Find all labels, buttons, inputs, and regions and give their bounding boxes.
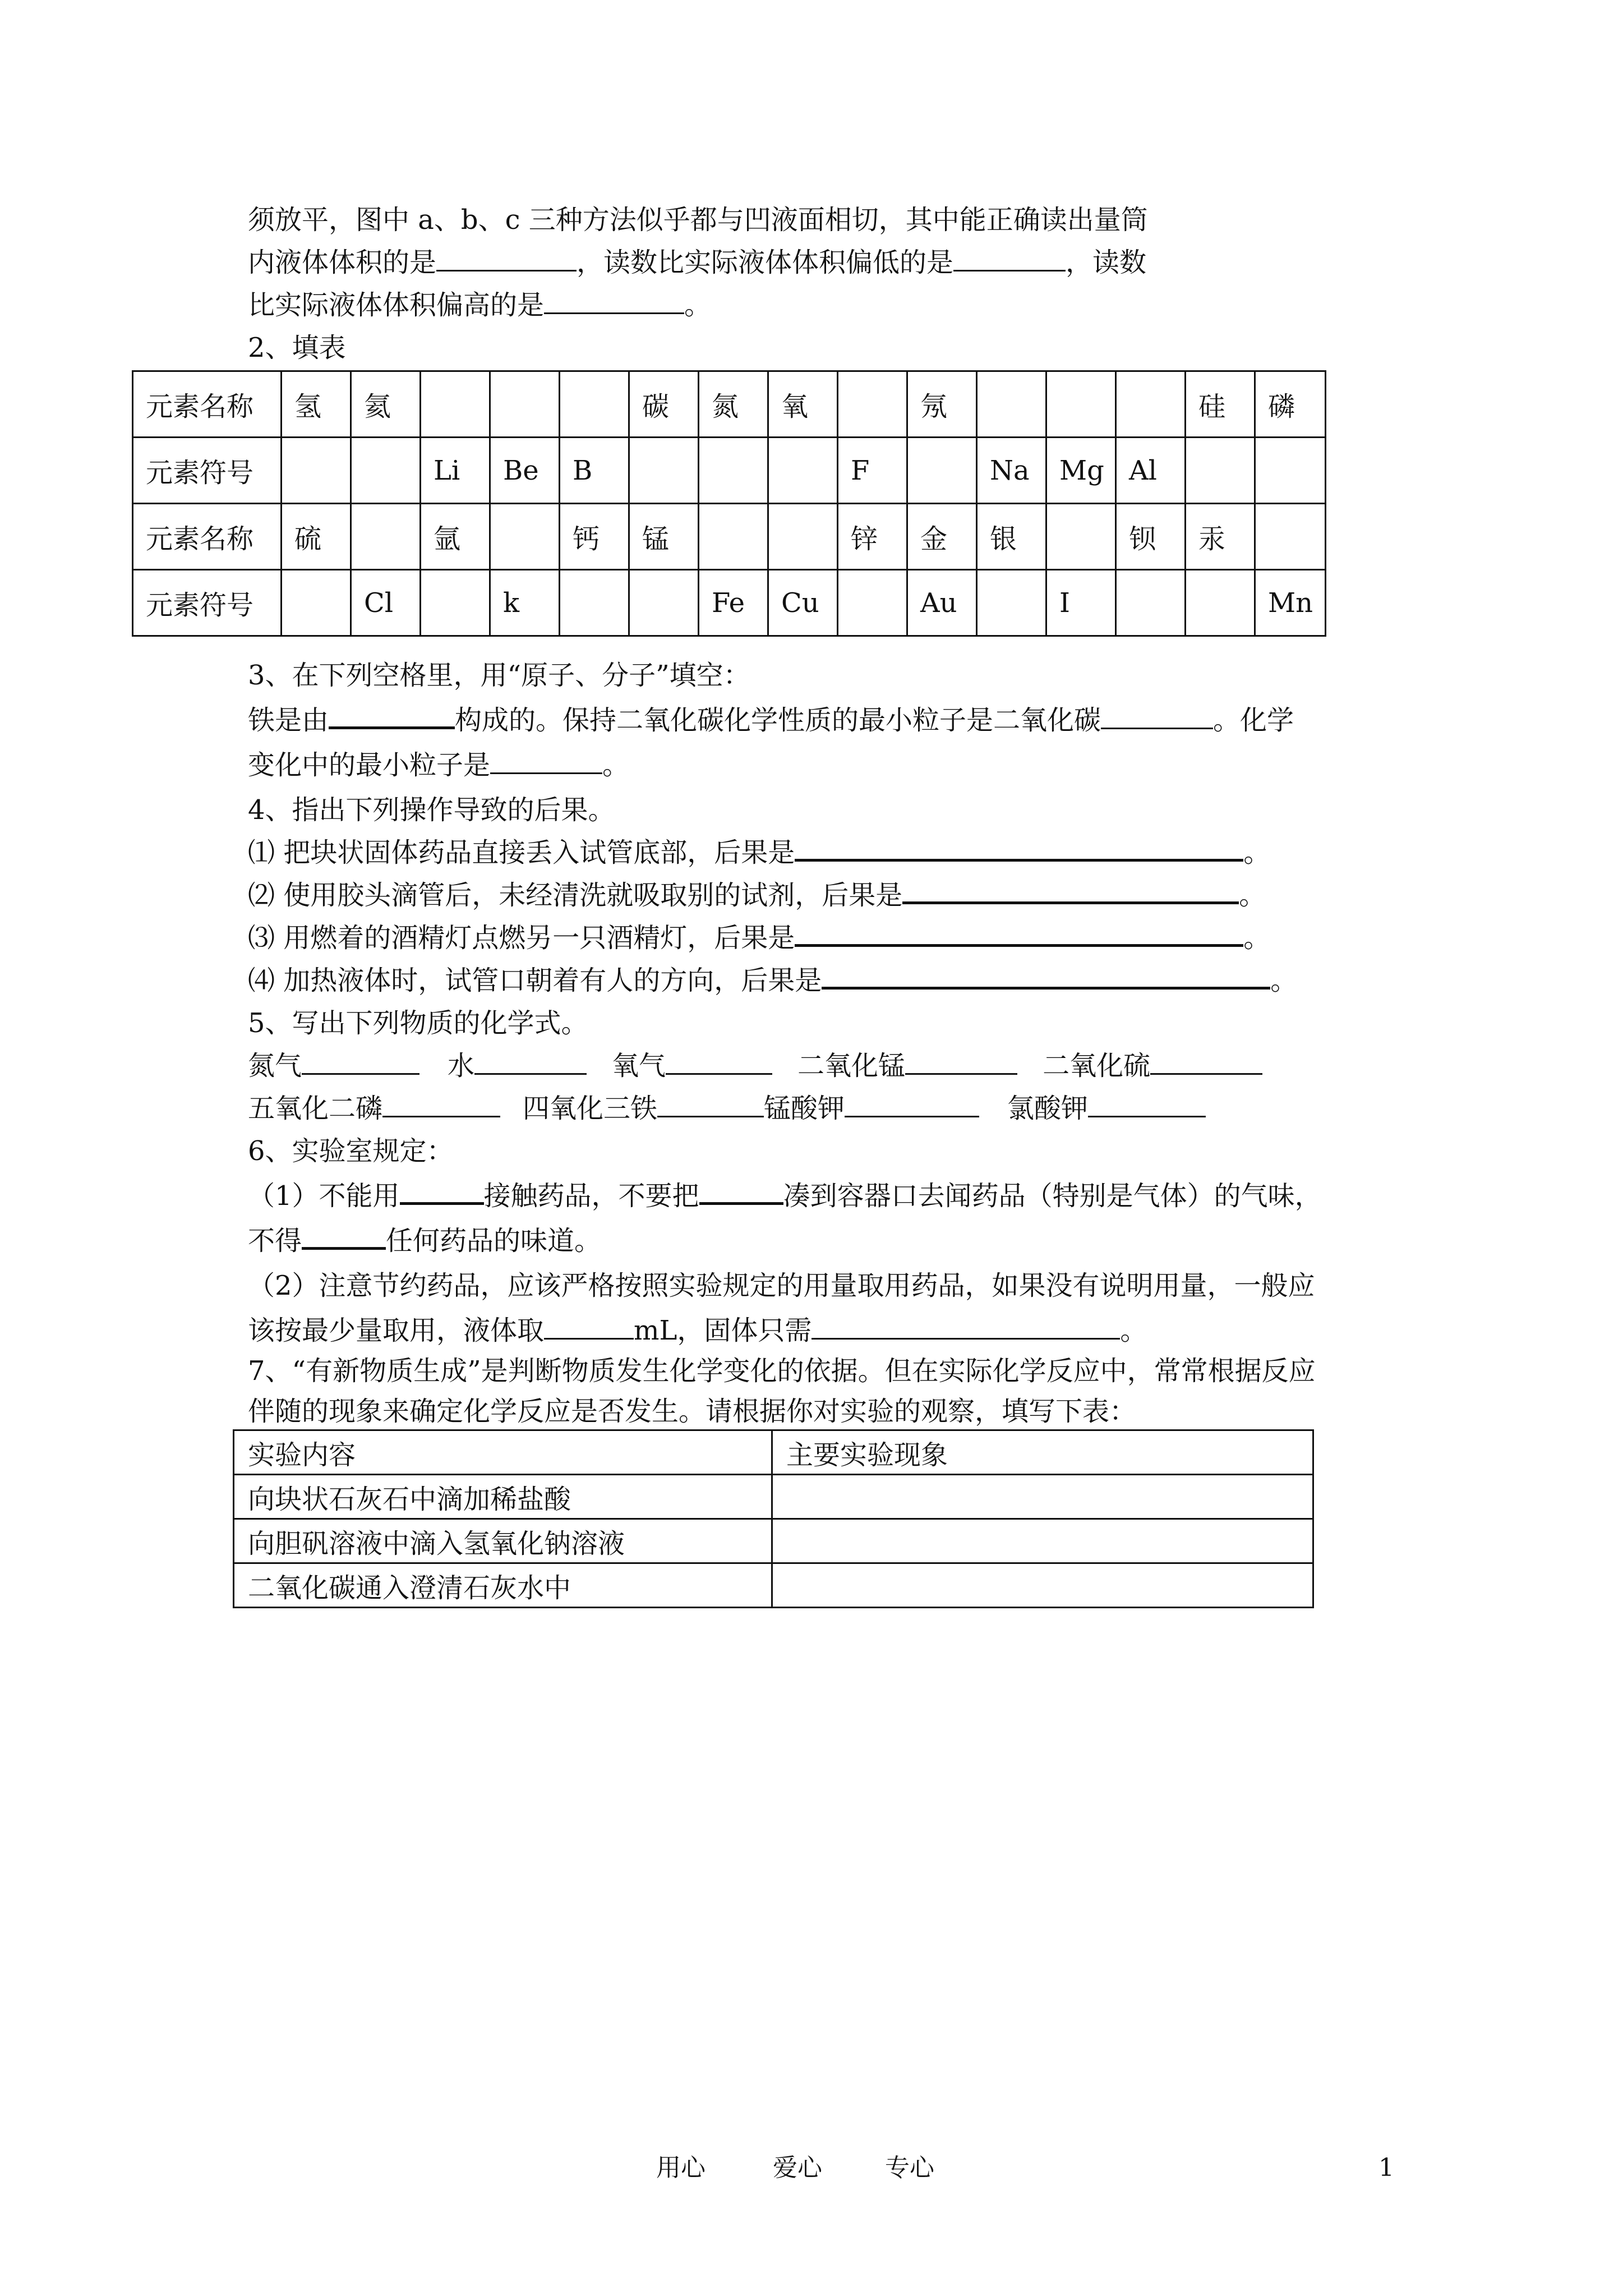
substance-label: 四氧化三铁	[523, 1093, 658, 1124]
element-cell[interactable]	[1255, 504, 1326, 570]
answer-blank[interactable]	[400, 1180, 484, 1205]
q1-line3	[248, 287, 711, 323]
q4-item-2	[248, 877, 1266, 913]
element-cell[interactable]	[351, 504, 421, 570]
row-header-cell: 元素符号	[133, 438, 282, 504]
row-header-cell: 元素符号	[133, 570, 282, 636]
q1-line1: 须放平，图中 a、b、c 三种方法似乎都与凹液面相切，其中能正确读出量筒	[248, 204, 1148, 236]
q4-item-text: ⑷ 加热液体时，试管口朝着有人的方向，后果是	[248, 965, 822, 996]
answer-blank[interactable]	[544, 290, 684, 314]
answer-blank[interactable]	[795, 922, 1243, 947]
substance-label: 氮气	[248, 1050, 302, 1082]
element-cell[interactable]	[1186, 570, 1255, 636]
element-cell[interactable]	[977, 371, 1046, 438]
answer-blank[interactable]	[902, 879, 1239, 904]
q2-title: 2、填表	[248, 332, 346, 364]
answer-blank[interactable]	[953, 247, 1066, 272]
observation-cell[interactable]	[772, 1563, 1313, 1608]
answer-blank[interactable]	[905, 1051, 1017, 1075]
substance-label: 氧气	[612, 1050, 666, 1082]
element-cell: 硫	[282, 504, 351, 570]
experiment-content-cell: 向胆矾溶液中滴入氢氧化钠溶液	[234, 1519, 772, 1563]
element-cell: Na	[977, 438, 1046, 504]
table-row	[234, 1563, 1313, 1608]
q4-item-end: 。	[1239, 880, 1266, 911]
q3-title: 3、在下列空格里，用“原子、分子”填空：	[248, 660, 750, 691]
element-cell: 氩	[421, 504, 490, 570]
element-cell: I	[1046, 570, 1116, 636]
q3-line1	[248, 702, 1294, 738]
element-cell: 钡	[1116, 504, 1186, 570]
table-row	[234, 1430, 1313, 1475]
q4-title: 4、指出下列操作导致的后果。	[248, 794, 615, 826]
q4-item-4	[248, 963, 1297, 999]
q4-item-end: 。	[1243, 922, 1271, 954]
element-cell[interactable]	[1186, 438, 1255, 504]
q6-text: 该按最少量取用，液体取	[248, 1315, 545, 1346]
element-cell[interactable]	[768, 504, 838, 570]
element-cell[interactable]	[1255, 438, 1326, 504]
q4-item-end: 。	[1243, 837, 1271, 868]
observation-cell[interactable]	[772, 1519, 1313, 1563]
row-header-cell: 元素名称	[133, 371, 282, 438]
q3-line2	[248, 747, 629, 783]
element-cell[interactable]	[838, 570, 907, 636]
element-cell: k	[490, 570, 560, 636]
element-cell[interactable]	[629, 438, 699, 504]
q6-text: 任何药品的味道。	[386, 1225, 602, 1257]
element-cell[interactable]	[490, 371, 560, 438]
answer-blank[interactable]	[1101, 705, 1213, 729]
answer-blank[interactable]	[666, 1051, 772, 1075]
q1-line2	[248, 245, 1146, 280]
q4-item-3	[248, 920, 1270, 956]
element-cell[interactable]	[629, 570, 699, 636]
element-cell: 锰	[629, 504, 699, 570]
substance-label: 氯酸钾	[1007, 1093, 1089, 1124]
q4-item-text: ⑵ 使用胶头滴管后，未经清洗就吸取别的试剂，后果是	[248, 880, 903, 911]
q6-title: 6、实验室规定：	[248, 1135, 454, 1167]
q4-item-1	[248, 835, 1270, 871]
element-cell: 氖	[907, 371, 977, 438]
answer-blank[interactable]	[699, 1180, 783, 1205]
answer-blank[interactable]	[436, 247, 577, 272]
q1-line2-part3: ，读数	[1066, 247, 1147, 278]
q5-row-2	[248, 1091, 1206, 1126]
q6-text: 不得	[248, 1225, 302, 1257]
q6-text: mL，固体只需	[634, 1315, 812, 1346]
table-header-cell: 主要实验现象	[772, 1430, 1313, 1475]
observation-cell[interactable]	[772, 1475, 1313, 1519]
experiment-table	[233, 1429, 1314, 1608]
q6-text: 。	[1120, 1315, 1147, 1346]
substance-label: 锰酸钾	[764, 1093, 845, 1124]
q6-p2-line1: （2）注意节约药品，应该严格按照实验规定的用量取用药品，如果没有说明用量，一般应	[248, 1270, 1315, 1301]
element-cell: 钙	[560, 504, 629, 570]
element-cell: Mg	[1046, 438, 1116, 504]
q6-text: 凑到容器口去闻药品（特别是气体）的气味，	[783, 1180, 1322, 1212]
q3-line1-part3: 。化学	[1213, 705, 1294, 736]
table-row	[133, 371, 1326, 438]
q3-line1-part2: 构成的。保持二氧化碳化学性质的最小粒子是二氧化碳	[455, 705, 1101, 736]
answer-blank[interactable]	[1150, 1051, 1262, 1075]
element-cell[interactable]	[421, 570, 490, 636]
element-cell: Be	[490, 438, 560, 504]
answer-blank[interactable]	[544, 1315, 634, 1340]
q1-line3-part2: 。	[684, 289, 712, 321]
q6-text: （1）不能用	[248, 1180, 400, 1212]
element-cell: 碳	[629, 371, 699, 438]
q7-line2: 伴随的现象来确定化学反应是否发生。请根据你对实验的观察，填写下表：	[248, 1396, 1137, 1427]
answer-blank[interactable]	[845, 1093, 979, 1117]
element-cell[interactable]	[421, 371, 490, 438]
table-row	[133, 570, 1326, 636]
q5-title: 5、写出下列物质的化学式。	[248, 1007, 588, 1039]
element-table	[132, 370, 1326, 637]
q6-p2-line2	[248, 1313, 1147, 1349]
element-cell[interactable]	[490, 504, 560, 570]
element-cell[interactable]	[1116, 371, 1186, 438]
element-cell[interactable]	[351, 438, 421, 504]
answer-blank[interactable]	[1088, 1093, 1206, 1117]
q4-item-text: ⑶ 用燃着的酒精灯点燃另一只酒精灯，后果是	[248, 922, 795, 954]
element-cell: Au	[907, 570, 977, 636]
substance-label: 二氧化硫	[1043, 1050, 1151, 1082]
substance-label: 二氧化锰	[797, 1050, 906, 1082]
table-header-cell: 实验内容	[234, 1430, 772, 1475]
table-row	[133, 504, 1326, 570]
substance-label: 五氧化二磷	[248, 1093, 383, 1124]
q1-line3-part1: 比实际液体体积偏高的是	[248, 289, 545, 321]
answer-blank[interactable]	[382, 1093, 500, 1117]
element-cell[interactable]	[768, 438, 838, 504]
element-cell: Li	[421, 438, 490, 504]
element-cell: 氦	[351, 371, 421, 438]
answer-blank[interactable]	[302, 1225, 386, 1250]
table-row	[234, 1475, 1313, 1519]
element-cell: Fe	[699, 570, 768, 636]
q6-text: 接触药品，不要把	[483, 1180, 699, 1212]
element-cell[interactable]	[1116, 570, 1186, 636]
element-cell[interactable]	[699, 504, 768, 570]
element-cell[interactable]	[560, 570, 629, 636]
element-cell: 硅	[1186, 371, 1255, 438]
answer-blank[interactable]	[302, 1051, 419, 1075]
footer-word: 用心	[656, 2154, 706, 2182]
answer-blank[interactable]	[811, 1315, 1120, 1340]
experiment-content-cell: 二氧化碳通入澄清石灰水中	[234, 1563, 772, 1608]
element-cell: Cu	[768, 570, 838, 636]
element-cell: 磷	[1255, 371, 1326, 438]
footer-word: 专心	[885, 2154, 934, 2182]
q4-item-text: ⑴ 把块状固体药品直接丢入试管底部，后果是	[248, 837, 795, 868]
q3-line2-part1: 变化中的最小粒子是	[248, 749, 491, 781]
element-cell: 金	[907, 504, 977, 570]
element-cell: Mn	[1255, 570, 1326, 636]
element-cell: 氮	[699, 371, 768, 438]
element-cell[interactable]	[282, 570, 351, 636]
q5-row-1	[248, 1048, 1262, 1084]
answer-blank[interactable]	[795, 836, 1243, 862]
table-row	[234, 1519, 1313, 1563]
table-row	[133, 438, 1326, 504]
element-cell[interactable]	[699, 438, 768, 504]
element-cell[interactable]	[282, 438, 351, 504]
q1-line2-part1: 内液体体积的是	[248, 247, 437, 278]
element-cell: 汞	[1186, 504, 1255, 570]
q3-line1-part1: 铁是由	[248, 705, 329, 736]
answer-blank[interactable]	[474, 1051, 587, 1075]
element-cell: Cl	[351, 570, 421, 636]
element-cell[interactable]	[907, 438, 977, 504]
element-cell: 银	[977, 504, 1046, 570]
row-header-cell: 元素名称	[133, 504, 282, 570]
element-cell: B	[560, 438, 629, 504]
answer-blank[interactable]	[822, 964, 1270, 990]
answer-blank[interactable]	[490, 750, 602, 774]
page-number: 1	[1378, 2154, 1394, 2182]
element-cell[interactable]	[977, 570, 1046, 636]
element-cell: F	[838, 438, 907, 504]
element-cell: Al	[1116, 438, 1186, 504]
q3-line2-part2: 。	[602, 749, 630, 781]
answer-blank[interactable]	[329, 704, 455, 729]
q1-line2-part2: ，读数比实际液体体积偏低的是	[577, 247, 954, 278]
footer-word: 爱心	[773, 2154, 822, 2182]
q7-line1: 7、“有新物质生成”是判断物质发生化学变化的依据。但在实际化学反应中，常常根据反应	[248, 1355, 1316, 1387]
answer-blank[interactable]	[657, 1093, 764, 1117]
substance-label: 水	[448, 1050, 475, 1082]
q6-p1-line1	[248, 1178, 1322, 1214]
q6-p1-line2	[248, 1223, 601, 1259]
element-cell: 氢	[282, 371, 351, 438]
element-cell: 锌	[838, 504, 907, 570]
element-cell[interactable]	[838, 371, 907, 438]
element-cell[interactable]	[1046, 371, 1116, 438]
experiment-content-cell: 向块状石灰石中滴加稀盐酸	[234, 1475, 772, 1519]
element-cell[interactable]	[560, 371, 629, 438]
q4-item-end: 。	[1270, 965, 1298, 996]
element-cell[interactable]	[1046, 504, 1116, 570]
element-cell: 氧	[768, 371, 838, 438]
